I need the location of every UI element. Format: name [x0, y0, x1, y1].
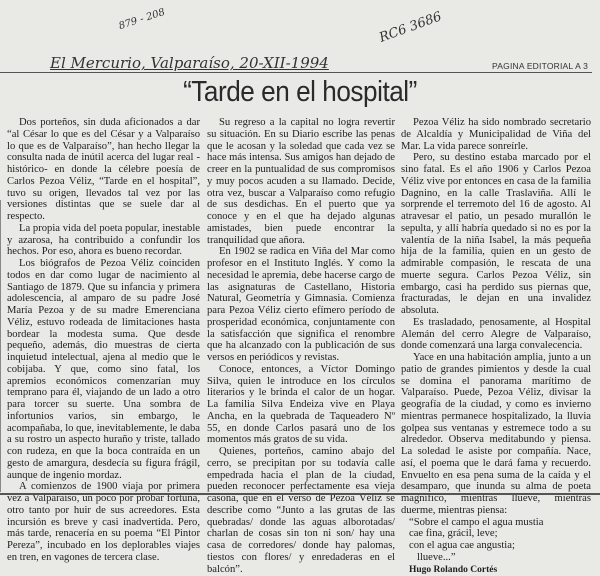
- column-2: [207, 117, 395, 575]
- section-label: PAGINA EDITORIAL A 3: [492, 61, 588, 71]
- paragraph: Pero, su destino estaba marcado por el sino fatal. Es el año 1906 y Carlos Pezoa Véliz vive por entonces en casa de la familia Dagnino, en la calle Traslaviña. Allí le sorprende el terremoto del 16 de agosto. Al atravesar el patio, un pesado murallón le sepulta, y allí habría quedado si no es por la valentía de la niña Isabel, la más pequeña hija de la familia, quien en un gesto de admirable compasión, le rescata de una muerte segura. Carlos Pezoa Véliz, sin embargo, casi ha perdido sus piernas que, fracturadas, le dejan en una invalidez absoluta.: [401, 152, 591, 317]
- header-rule: [0, 72, 592, 73]
- author-byline: Hugo Rolando Cortés: [409, 565, 497, 575]
- paragraph: Pezoa Véliz ha sido nombrado secretario de Alcaldía y Municipalidad de Viña del Mar. La vida parece sonreírle.: [401, 117, 591, 152]
- column-3: [401, 117, 591, 576]
- paragraph: A comienzos de 1900 viaja por primera vez a Valparaíso, un poco por probar fortuna, otro tanto por huir de sus acreedores. Esta incursión es breve y casi inadvertida. Pero, más tarde, renacería en su poema “El Pintor Pereza”, incubado en los deplorables viajes en tren, en vagones de tercera clase.: [7, 481, 200, 563]
- paragraph: Es trasladado, penosamente, al Hospital Alemán del cerro Alegre de Valparaíso, donde comenzará una larga convalecencia.: [401, 317, 591, 352]
- column-1: [7, 117, 200, 564]
- paragraph: Quienes, porteños, camino abajo del cerro, se precipitan por su todavía calle empedrada hacia el plan de la ciudad, pueden reconocer perfectamente esa vieja casona, que en el verso de Pezoa Véliz se describe como “Junto a las grutas de las quebradas/ donde las aguas alborotadas/ charlan de cosas sin ton ni son/ hay una casa de corredores/ donde hay palomas, tiestos con flores/ y enredaderas en el balcón”.: [207, 446, 395, 575]
- paragraph: En 1902 se radica en Viña del Mar como profesor en el Instituto Inglés. Y como la necesidad le apremia, debe hacerse cargo de las asignaturas de Castellano, Historia Natural, Geometría y Gimnasia. Comienza para Pezoa Véliz cierto efímero período de prosperidad económica, conjuntamente con la satisfacción que significa el renombre que ha alcanzado con la publicación de sus versos en periódicos y revistas.: [207, 246, 395, 364]
- paragraph: Los biógrafos de Pezoa Véliz coinciden todos en dar como lugar de nacimiento al Santiago de 1879. Que su infancia y primera adolescencia, al amparo de su padre José María Pezoa y de su madre Emerenciana Véliz, estuvo rodeada de limitaciones hasta bordear la modesta suma. Que desde pequeño, además, dio muestras de cierta inquietud intelectual, ajena al medio que le cobijaba. Y que, como sino fatal, los apremios económicos comenzarían muy temprano para él, viajando de un lado a otro para torcer su suerte. Una sombra de infortunios varios, sin embargo, le acompañaba, lo que, inevitablemente, le daba a su rostro un aspecto huraño y triste, tallado con rudeza, en que la boca contraída en un gesto de amargura, desdecía su figura frágil, aunque de ingenio mordaz.: [7, 258, 200, 481]
- poem-quote: [401, 517, 591, 576]
- paragraph: Conoce, entonces, a Víctor Domingo Silva, quien le introduce en los círculos literarios y le brinda el calor de un hogar. La familia Silva Endeiza vive en Playa Ancha, en la quebrada de Taqueadero Nº 55, en donde Carlos pasará uno de los momentos más gratos de su vida.: [207, 364, 395, 446]
- clipping-edge: [0, 200, 1, 492]
- bottom-rule: [0, 493, 600, 495]
- paragraph: La propia vida del poeta popular, inestable y azarosa, ha contribuido a confundir los hechos. Por eso, ahora es bueno recordar.: [7, 223, 200, 258]
- handwritten-reference-number: RC6 3686: [377, 9, 443, 45]
- paragraph: Yace en una habitación amplia, junto a un patio de grandes pimientos y desde la cual se domina el panorama marítimo de Valparaíso. Puede, Pezoa Véliz, divisar la geografía de la ciudad, y como es invierno mientras permanece hospitalizado, la lluvia golpea sus ventanas y estremece todo a su alrededor. Observa meditabundo y piensa. La soledad le asiste por compañía. Nace, así, el poema que le dará fama y recuerdo. Envuelto en esa pena suma de la caída y el desamparo, que inunda su alma de poeta magnífico, mientras llueve, mientras duerme, mientras piensa:: [401, 352, 591, 517]
- poem-line: llueve...”: [409, 552, 591, 564]
- paragraph: Dos porteños, sin duda aficionados a dar “al César lo que es del César y a Valparaíso lo que es de Valparaíso”, han hecho llegar la consulta nada de inútil acerca del lugar real -histórico- en donde la célebre poesía de Carlos Pezoa Véliz, “Tarde en el hospital”, tuvo su origen, llevados tal vez por las versiones distintas que se suele dar al respecto.: [7, 117, 200, 223]
- handwritten-source: El Mercurio, Valparaíso, 20-XII-1994: [50, 54, 329, 72]
- poem-line: cae fina, grácil, leve;: [401, 528, 591, 540]
- handwritten-catalog-number: 879 - 208: [117, 7, 166, 32]
- poem-line: con el agua cae angustia;: [401, 540, 591, 552]
- paragraph: Su regreso a la capital no logra revertir su situación. En su Diario escribe las penas que le acosan y la soledad que cada vez se hace más intensa. Sus amigos han dejado de creer en la puntualidad de sus compromisos y muy pocos acuden a su llamado. Decide, otra vez, buscar a Valparaíso como refugio de sus desdichas. En el puerto que ya conoce y en el que ha dejado algunas amistades, bien puede encontrar la tranquilidad que añora.: [207, 117, 395, 246]
- article-title: “Tarde en el hospital”: [30, 76, 570, 109]
- poem-line: “Sobre el campo el agua mustia: [401, 517, 591, 529]
